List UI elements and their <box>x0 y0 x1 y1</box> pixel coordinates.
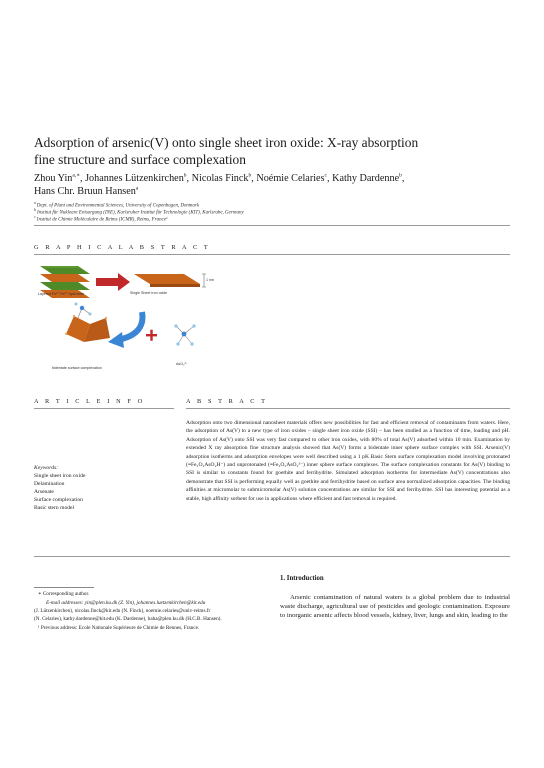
abstract-text: Adsorption onto two dimensional nanosheet materials offers new possibilities for fast and efficient removal of contaminants from waters. Here, the adsorption of As(V) to a new type of iron oxides – single sheet iron oxide (SSI) – has been studied as a function of time, loading and pH. Adsorption of As(V) onto SSI was very fast compared to other iron oxides, with 80% of total As(V) adsorbed within 10 min. Examination by extended X ray absorption fine structure analysis showed that As(V) forms a bidentate inner sphere surface complex with SSI. Arsenic(V) adsorption isotherms and adsorption envelopes were well described using a 1 pK Basic Stern surface complexation model involving protonated (≡Fe₂O₂AsO₂H⁻) and unprotonated (≡Fe₂O₂AsO₂²⁻) inner sphere surface complexes. The surface complexation constants for As(V) binding to SSI is similar to constants found for goethite and ferrihydrite. Simulated adsorption isotherms for intermediate As(V) concentrations also demonstrate that SSI is performing equally well as goethite and ferrihydrite based on surface area normalized adsorption capacities. The binding affinities at micromolar to submicromolar As(V) solution concentrations are similar for SSI and ferrihydrite. SSI has interesting potential as a stable, high affinity sorbent for use in applications where efficient and fast removal is required. <box>186 420 510 502</box>
affiliation-a: $^a$Dept. of Plant and Environmental Sciences, University of Copenhagen, Denmark <box>34 200 200 209</box>
plus-icon <box>146 330 157 341</box>
affiliation-b: $^b$Institut für Nukleare Entsorgung (INE), Karlsruher Institut für Technologie (KIT), Karlsruhe, Germany <box>34 207 244 216</box>
article-title-line-2: fine structure and surface complexation <box>34 152 246 167</box>
keyword: Single sheet iron oxide <box>34 473 86 479</box>
article-title <box>34 134 504 168</box>
divider <box>34 225 510 226</box>
email-line: E-mail addresses: yin@plen.ku.dk (Z. Yin), johannes.luetzenkirchen@kit.edu <box>46 600 206 606</box>
author-name: Hans Chr. Bruun Hansen <box>34 186 136 197</box>
section-rule <box>34 556 510 557</box>
author-separator: , <box>79 173 86 184</box>
author-separator: , <box>251 173 257 184</box>
author-name: Noémie Celaries <box>256 173 325 184</box>
affiliation-c: $^c$Institut de Chimie Moléculaire de Reims (ICMR), Reims, France¹ <box>34 214 168 223</box>
author-name: Nicolas Finck <box>191 173 249 184</box>
graphical-abstract-svg <box>34 256 234 376</box>
abstract-heading: A B S T R A C T <box>186 398 268 405</box>
email-line: (N. Celaries), kathy.dardenne@kit.edu (K. Dardenne), haha@plen.ku.dk (H.C.B. Hansen). <box>34 616 222 622</box>
author-name: Johannes Lützenkirchen <box>85 173 184 184</box>
blue-arrow-icon <box>108 312 143 348</box>
corresponding-author-note: ∗ Corresponding author. <box>38 591 90 597</box>
author-separator: , <box>401 173 405 184</box>
author-affiliation-mark: c <box>324 172 327 179</box>
bidentate-label: bidentate surface complexation <box>52 366 102 370</box>
red-arrow-icon <box>96 273 130 291</box>
graphical-abstract-heading: G R A P H I C A L A B S T R A C T <box>34 244 211 251</box>
author[interactable] <box>34 186 138 197</box>
bidentate-complex-image <box>65 303 110 343</box>
author-separator: , <box>186 173 192 184</box>
author[interactable] <box>256 173 332 184</box>
author[interactable] <box>85 173 192 184</box>
keyword: Arsenate <box>34 489 54 495</box>
author-separator: , <box>327 173 333 184</box>
author-list <box>34 172 504 198</box>
keyword: Surface complexation <box>34 497 83 503</box>
keyword: Basic stern model <box>34 505 75 511</box>
keywords-title: Keywords: <box>34 465 59 471</box>
keyword: Delamination <box>34 481 65 487</box>
arsenate-label: AsO₄³⁻ <box>176 362 188 366</box>
layered-hydroxide-label: Layered Fe²⁺ Fe³⁺ hydroxide <box>38 292 85 296</box>
introduction-text: Arsenic contamination of natural waters is a global problem due to industrial waste discharge, agricultural use of pesticides and geologic contamination. Exposure to inorganic arsenic affects blood vessels, kidney, liver, lungs and skin, leading to the <box>280 594 510 620</box>
section-rule <box>34 254 510 255</box>
author[interactable] <box>332 173 404 184</box>
author-name: Zhou Yin <box>34 173 73 184</box>
arsenate-molecule-image <box>174 324 195 345</box>
author-affiliation-mark: b <box>248 172 252 179</box>
introduction-heading: 1. Introduction <box>280 575 324 582</box>
author-affiliation-mark: b <box>399 172 402 179</box>
article-info-heading: A R T I C L E I N F O <box>34 398 145 405</box>
footnote-rule <box>34 587 94 588</box>
single-sheet-image <box>134 274 206 287</box>
article-title-line-1: Adsorption of arsenic(V) onto single sheet iron oxide: X-ray absorption <box>34 135 419 150</box>
scale-label: 1 nm <box>206 278 214 282</box>
graphical-abstract-figure <box>34 256 234 376</box>
author-name: Kathy Dardenne <box>332 173 400 184</box>
author-affiliation-mark: a <box>135 185 139 192</box>
author-affiliation-mark: a,∗ <box>72 172 80 179</box>
article-info-rule <box>34 408 174 409</box>
author[interactable] <box>34 173 85 184</box>
single-sheet-label: Single Sheet Iron oxide <box>130 291 168 295</box>
abstract-rule <box>186 408 510 409</box>
author[interactable] <box>192 173 257 184</box>
previous-address-note: ¹ Previous address: Ecole Nationale Supérieure de Chimie de Rennes, France. <box>38 625 200 631</box>
author-affiliation-mark: b <box>183 172 187 179</box>
email-line: (J. Lützenkirchen), nicolas.finck@kit.edu (N. Finck), noemie.celaries@univ-reims.fr <box>34 608 211 614</box>
